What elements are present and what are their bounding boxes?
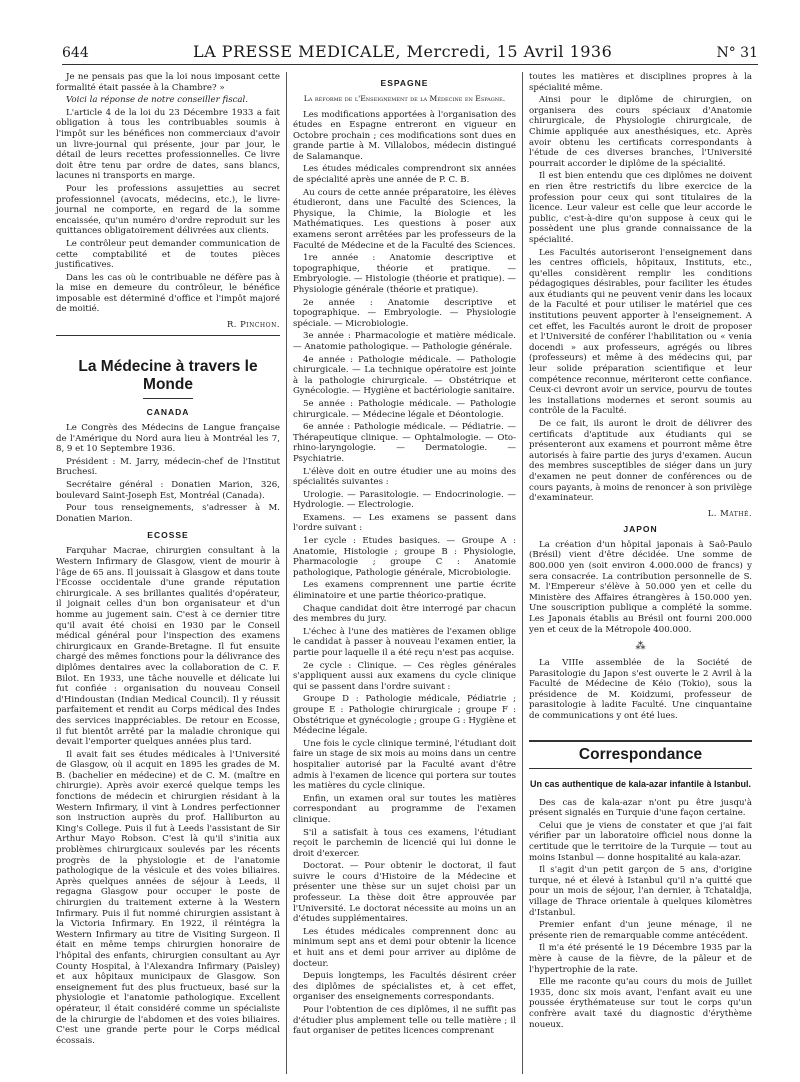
paragraph: Le Congrès des Médecins de Langue française de l'Amérique du Nord aura lieu à Montréal les 7, 8, 9 et 10 Septembre 1936. [56, 423, 280, 455]
paragraph: 3e année : Pharmacologie et matière médicale. — Anatomie pathologique. — Pathologie générale. [293, 331, 516, 352]
paragraph: Une fois le cycle clinique terminé, l'étudiant doit faire un stage de six mois au moins dans un centre hospitalier autorisé par la Faculté avant d'être admis à l'examen de licence qui portera sur toutes les matières du cycle clinique. [293, 738, 516, 792]
paragraph: Chaque candidat doit être interrogé par chacun des membres du jury. [293, 603, 516, 625]
issue-number: N° 31 [716, 45, 758, 61]
paragraph: 2e année : Anatomie descriptive et topographique. — Embryologie. — Physiologie spéciale. — Microbiologie. [293, 297, 516, 329]
country-heading: JAPON [623, 523, 658, 534]
paragraph: Il m'a été présenté le 19 Décembre 1935 par la mère à cause de la fièvre, de la pâleur et de l'hypertrophie de la rate. [529, 943, 752, 975]
paragraph: Elle me raconte qu'au cours du mois de Juillet 1935, donc six mois avant, l'enfant avait eu une poussée érythémateuse sur tout le corps qu'un confrère avait taxé du diagnostic d'érythème noueux. [529, 977, 752, 1030]
paragraph: L'élève doit en outre étudier une au moins des spécialités suivantes : [293, 466, 516, 488]
paragraph: Il s'agit d'un petit garçon de 5 ans, d'origine turque, né et élevé à Istanbul qu'il n'a quitté que pour un mois de séjour, l'an dernier, à Tchataldja, village de Thrace orientale à quelques kilomètres d'Istanbul. [529, 865, 752, 918]
paragraph: Ainsi pour le diplôme de chirurgien, on organisera des cours spéciaux d'Anatomie chirurgicale, de Physiologie chirurgicale, de Chimie appliquée aux anesthésiques, etc. Après avoir obtenu les certificats correspondants à l'étude de ces diverses branches, l'Université pourrait accorder le diplôme de la spécialité. [529, 95, 752, 169]
paragraph: Pour tous renseignements, s'adresser à M. Donatien Marion. [56, 503, 280, 524]
signature: R. Pinchon. [226, 319, 280, 330]
paragraph: Farquhar Macrae, chirurgien consultant à la Western Infirmary de Glasgow, vient de mourir à l'âge de 65 ans. Il jouissait à Glasgow et dans toute l'Ecosse occidentale d'une grande réputation chirurgicale. A ses brillantes qualités d'opérateur, il joignait celles d'un bon organisateur et d'un homme au jugement sain. C'est à ce dernier titre qu'il avait été choisi en 1930 par le Conseil médical général pour l'inspection des examens chirurgicaux en Grande-Bretagne. Il fut ensuite chargé des mêmes fonctions pour la délivrance des diplômes dentaires avec la collaboration de C. F. Bilot. En 1933, une tâche nouvelle et délicate lui fut confiée : organisation du nouveau Conseil d'Hindoustan (Indian Medical Council). Il y réussit parfaitement et rendit au Corps médical des Indes des services inappréciables. De retour en Ecosse, il fut bientôt arrêté par la maladie chronique qui devait l'emporter quelques années plus tard. [56, 546, 280, 748]
paragraph: Depuis longtemps, les Facultés désirent créer des diplômes de spécialistes et, à cet effet, organiser des enseignements correspondants. [293, 971, 516, 1003]
issue-date: Mercredi, 15 Avril 1936 [406, 42, 613, 61]
journal-name: LA PRESSE MEDICALE, [192, 42, 401, 61]
paragraph: Il est bien entendu que ces diplômes ne doivent en rien être restrictifs du libre exercice de la profession pour ceux qui sont titulaires de la licence. Leur valeur est celle que leur accorde le public, c'est-à-dire qu'on suppose à ceux qui le possèdent une plus grande connaissance de la spécialité. [529, 171, 752, 245]
page-number: 644 [62, 45, 89, 61]
paragraph: 2e cycle : Clinique. — Ces règles générales s'appliquent aussi aux examens du cycle clinique qui se passent dans l'ordre suivant : [293, 660, 516, 692]
section-title: La Médecine à travers le Monde [78, 358, 258, 394]
paragraph: Je ne pensais pas que la loi nous imposant cette formalité était passée à la Chambre? » [56, 72, 280, 93]
paragraph: Président : M. Jarry, médecin-chef de l'Institut Bruchesi. [56, 456, 280, 478]
section-title: Correspondance [578, 745, 703, 763]
title-rule [143, 398, 193, 399]
paragraph: 5e année : Pathologie médicale. — Pathologie chirurgicale. — Médecine légale et Déontologie. [293, 398, 516, 420]
paragraph: Les études médicales comprennent donc au minimum sept ans et demi pour obtenir la licence et huit ans et demi pour arriver au diplôme de docteur. [293, 926, 516, 969]
columns [50, 72, 758, 1074]
paragraph: L'article 4 de la loi du 23 Décembre 1933 a fait obligation à tous les contribuables soumis à l'impôt sur les bénéfices non commerciaux d'avoir un livre-journal qui présente, jour par jour, le détail de leurs recettes professionnelles. Ce livre doit être tenu par ordre de dates, sans blancs, lacunes ni transports en marge. [56, 107, 280, 182]
paragraph: Groupe D : Pathologie médicale, Pédiatrie ; groupe E : Pathologie chirurgicale ; groupe F : Obstétrique et gynécologie ; groupe G : Hygiène et Médecine légale. [293, 694, 516, 737]
journal-title [193, 42, 612, 64]
paragraph: De ce fait, ils auront le droit de délivrer des certificats d'aptitude aux étudiants qui se présenteront aux examens et pourront même être autorisés à faire partie des jurys d'examen. Aucun des membres susceptibles de siéger dans un jury d'examen ne peut donner de conférences ou de cours payants, à moins de renoncer à son privilège d'examinateur. [529, 419, 752, 504]
paragraph: Pour l'obtention de ces diplômes, il ne suffit pas d'étudier plus amplement telle ou telle matière ; il faut organiser de petites licences comprenant [293, 1005, 516, 1037]
paragraph: Les études médicales comprendront six années de spécialité après une année de P. C. B. [293, 164, 516, 186]
paragraph: Urologie. — Parasitologie. — Endocrinologie. — Hydrologie. — Electrologie. [293, 489, 516, 511]
country-heading: ESPAGNE [380, 78, 429, 88]
country-heading: CANADA [146, 407, 190, 418]
paragraph: S'il a satisfait à tous ces examens, l'étudiant reçoit le parchemin de licencié qui lui donne le droit d'exercer. [293, 827, 516, 859]
article-subtitle: La réforme de l'Enseignement de la Médecine en Espagne. [303, 94, 506, 103]
country-heading: ECOSSE [147, 530, 189, 541]
paragraph: 4e année : Pathologie médicale. — Pathologie chirurgicale. — La technique opératoire est jointe à la pathologie chirurgicale. — Obstétrique et Gynécologie. — Hygiène et bactériologie sanitaire. [293, 354, 516, 397]
column-left [50, 72, 286, 1074]
paragraph: Examens. — Les examens se passent dans l'ordre suivant : [293, 512, 516, 534]
paragraph: Premier enfant d'un jeune ménage, il ne présente rien de remarquable comme antécédent. [529, 920, 752, 941]
paragraph: Des cas de kala-azar n'ont pu être jusqu'à présent signalés en Turquie d'une façon certaine. [529, 797, 752, 819]
paragraph: Doctorat. — Pour obtenir le doctorat, il faut suivre le cours d'Histoire de la Médecine et présenter une thèse sur un sujet choisi par un professeur. La thèse doit être approuvée par l'Université. Le doctorat nécessite au moins un an d'études supplémentaires. [293, 861, 516, 925]
paragraph: Secrétaire général : Donatien Marion, 326, boulevard Saint-Joseph Est, Montréal (Canada). [56, 480, 280, 501]
paragraph: L'échec à l'une des matières de l'examen oblige le candidat à passer à nouveau l'examen entier, la partie pour laquelle il a été reçu n'est pas acquise. [293, 626, 516, 658]
paragraph: Les Facultés autoriseront l'enseignement dans les centres officiels, hôpitaux, Instituts, etc., qu'elles considèrent remplir les conditions pédagogiques désirables, pour faciliter les études aux étudiants qui ne peuvent venir dans les locaux de la Faculté et pour utiliser le matériel que ces institutions peuvent apporter à l'enseignement. A cet effet, les Facultés auront le droit de proposer et l'Université de conférer l'habilitation ou « venia docendi » aux professeurs, agrégés ou libres (professeurs) et même à des médecins qui, par leur solide préparation scientifique et leur compétence reconnue, mériteront cette confiance. Ceux-ci devront avoir un service, pourvu de toutes les installations modernes et seront soumis au contrôle de la Faculté. [529, 247, 752, 417]
divider [56, 335, 280, 336]
page-header [62, 38, 758, 65]
paragraph: 1re année : Anatomie descriptive et topographique, théorie et pratique. — Embryologie. — Histologie (théorie et pratique). — Physiologie générale (théorie et pratique). [293, 253, 516, 295]
paragraph: Pour les professions assujetties au secret professionnel (avocats, médecins, etc.), le livre-journal ne comporte, en regard de la somme encaissée, qu'un numéro d'ordre reproduit sur les quittances obligatoirement délivrées aux clients. [56, 183, 280, 237]
article-title: Un cas authentique de kala-azar infantile à Istanbul. [529, 778, 752, 789]
asterism-separator: ⁂ [635, 641, 646, 653]
signature: L. Mathé. [707, 507, 752, 518]
paragraph: Il avait fait ses études médicales à l'Université de Glasgow, où il acquit en 1895 les grades de M. B. (bachelier en médecine) et de C. M. (maître en chirurgie). Après avoir exercé quelque temps les fonctions de médecin et chirurgien résidant à la Western Infirmary, il vint à Londres perfectionner son instruction auprès du prof. Halliburton au King's College. Puis il fut à Leeds l'assistant de Sir Arthur Mayo Robson. C'est là qu'il s'initia aux problèmes chirurgicaux soulevés par les récents progrès de la physiologie et de l'anatomie pathologique de la vésicule et des voies biliaires. Après quelques années de séjour à Leeds, il regagna Glasgow pour occuper le poste de chirurgien du traitement externe à la Western Infirmary. Puis il fut nommé chirurgien assistant à la Victoria Infirmary. En 1922, il réintégra la Western Infirmary au titre de Visiting Surgeon. Il était en même temps chirurgien honoraire de l'hôpital des enfants, chirurgien consultant au Ayr County Hospital, à l'Alexandra Infirmary (Paisley) et aux hôpitaux municipaux de Glasgow. Son enseignement fut des plus fructueux, basé sur la physiologie et l'anatomie pathologique. Excellent opérateur, il était considéré comme un spécialiste de la chirurgie de l'abdomen et des voies biliaires. C'est une grande perte pour le Corps médical écossais. [56, 749, 280, 1046]
paragraph: 6e année : Pathologie médicale. — Pédiatrie. — Thérapeutique clinique. — Ophtalmologie. — Oto-rhino-laryngologie. — Dermatologie. — Psychiatrie. [293, 422, 516, 464]
paragraph: Au cours de cette année préparatoire, les élèves étudieront, dans une Faculté des Sciences, la Physique, la Chimie, la Biologie et les Mathématiques. Les questions à poser aux examens seront arrêtées par les professeurs de la Faculté de Médecine et de la Faculté des Sciences. [293, 187, 516, 251]
paragraph: Voici la réponse de notre conseiller fiscal. [66, 95, 249, 106]
paragraph: Les examens comprennent une partie écrite éliminatoire et une partie théorico-pratique. [293, 580, 516, 602]
paragraph: La VIIIe assemblée de la Société de Parasitologie du Japon s'est ouverte le 2 Avril à la Faculté de Médecine de Kéio (Tokio), sous la présidence de M. Koidzumi, professeur de parasitologie à ladite Faculté. Une cinquantaine de communications y ont été lues. [529, 658, 752, 722]
paragraph: Celui que je viens de constater et que j'ai fait vérifier par un laboratoire officiel nous donne la certitude que le territoire de la Turquie — tout au moins Istanbul — donne hospitalité au kala-azar. [529, 820, 752, 863]
column-middle [286, 72, 522, 1074]
paragraph: toutes les matières et disciplines propres à la spécialité même. [529, 72, 752, 93]
column-right [522, 72, 758, 1074]
paragraph: La création d'un hôpital japonais à Saô-Paulo (Brésil) vient d'être décidée. Une somme de 800.000 yen (soit environ 4.000.000 de francs) y sera consacrée. La contribution personnelle de S. M. l'Empereur s'élève à 50.000 yen et celle du Ministère des Affaires étrangères à 150.000 yen. Une souscription publique a complété la somme. Les Japonais établis au Brésil ont fourni 200.000 yen et ceux de la Métropole 400.000. [529, 539, 752, 635]
paragraph: Enfin, un examen oral sur toutes les matières correspondant au programme de l'examen clinique. [293, 793, 516, 825]
paragraph: Dans les cas où le contribuable ne défère pas à la mise en demeure du contrôleur, le bénéfice imposable est déterminé d'office et l'impôt majoré de moitié. [56, 272, 280, 315]
paragraph: 1er cycle : Etudes basiques. — Groupe A : Anatomie, Histologie ; groupe B : Physiologie, Pharmacologie ; groupe C : Anatomie pathologique, Pathologie générale, Microbiologie. [293, 536, 516, 578]
paragraph: Le contrôleur peut demander communication de cette comptabilité et de toutes pièces justificatives. [56, 238, 280, 271]
paragraph: Les modifications apportées à l'organisation des études en Espagne entreront en vigueur en Octobre prochain ; ces modifications sont dues en grande partie à M. Villalobos, médecin distingué de Salamanque. [293, 109, 516, 162]
correspondence-header [529, 740, 752, 769]
